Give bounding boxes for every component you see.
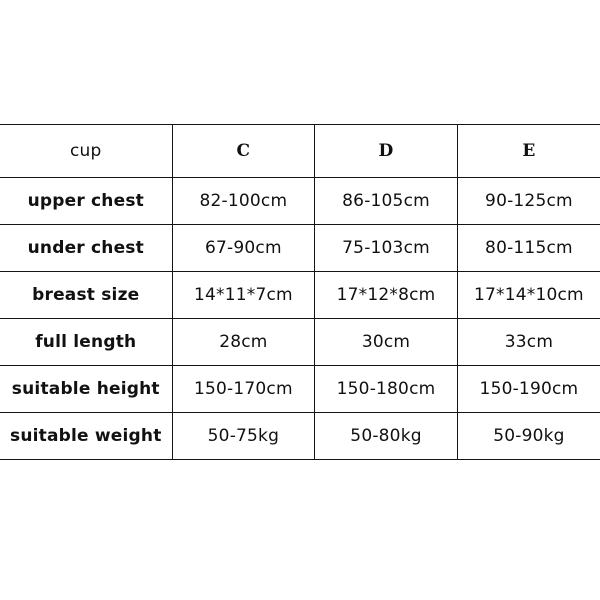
table-header-row — [0, 125, 600, 178]
cell-suitable-height-c: 150-170cm — [172, 366, 315, 413]
header-cell-cup: cup — [0, 125, 172, 178]
table-row — [0, 413, 600, 460]
header-cell-cup-c: C — [172, 125, 315, 178]
cell-upper-chest-e: 90-125cm — [457, 178, 600, 225]
row-label-upper-chest: upper chest — [0, 178, 172, 225]
row-label-full-length: full length — [0, 319, 172, 366]
size-chart-container — [0, 124, 600, 460]
cell-suitable-weight-d: 50-80kg — [315, 413, 458, 460]
table-row — [0, 319, 600, 366]
cell-full-length-c: 28cm — [172, 319, 315, 366]
size-chart-table — [0, 124, 600, 460]
cell-under-chest-c: 67-90cm — [172, 225, 315, 272]
cell-full-length-e: 33cm — [457, 319, 600, 366]
cell-suitable-height-e: 150-190cm — [457, 366, 600, 413]
table-row — [0, 366, 600, 413]
header-cell-cup-e: E — [457, 125, 600, 178]
row-label-breast-size: breast size — [0, 272, 172, 319]
cell-upper-chest-d: 86-105cm — [315, 178, 458, 225]
table-row — [0, 225, 600, 272]
table-row — [0, 272, 600, 319]
row-label-suitable-height: suitable height — [0, 366, 172, 413]
row-label-suitable-weight: suitable weight — [0, 413, 172, 460]
row-label-under-chest: under chest — [0, 225, 172, 272]
cell-breast-size-c: 14*11*7cm — [172, 272, 315, 319]
cell-suitable-weight-e: 50-90kg — [457, 413, 600, 460]
cell-under-chest-e: 80-115cm — [457, 225, 600, 272]
cell-suitable-weight-c: 50-75kg — [172, 413, 315, 460]
table-row — [0, 178, 600, 225]
cell-suitable-height-d: 150-180cm — [315, 366, 458, 413]
cell-breast-size-e: 17*14*10cm — [457, 272, 600, 319]
cell-full-length-d: 30cm — [315, 319, 458, 366]
cell-upper-chest-c: 82-100cm — [172, 178, 315, 225]
cell-under-chest-d: 75-103cm — [315, 225, 458, 272]
header-cell-cup-d: D — [315, 125, 458, 178]
cell-breast-size-d: 17*12*8cm — [315, 272, 458, 319]
